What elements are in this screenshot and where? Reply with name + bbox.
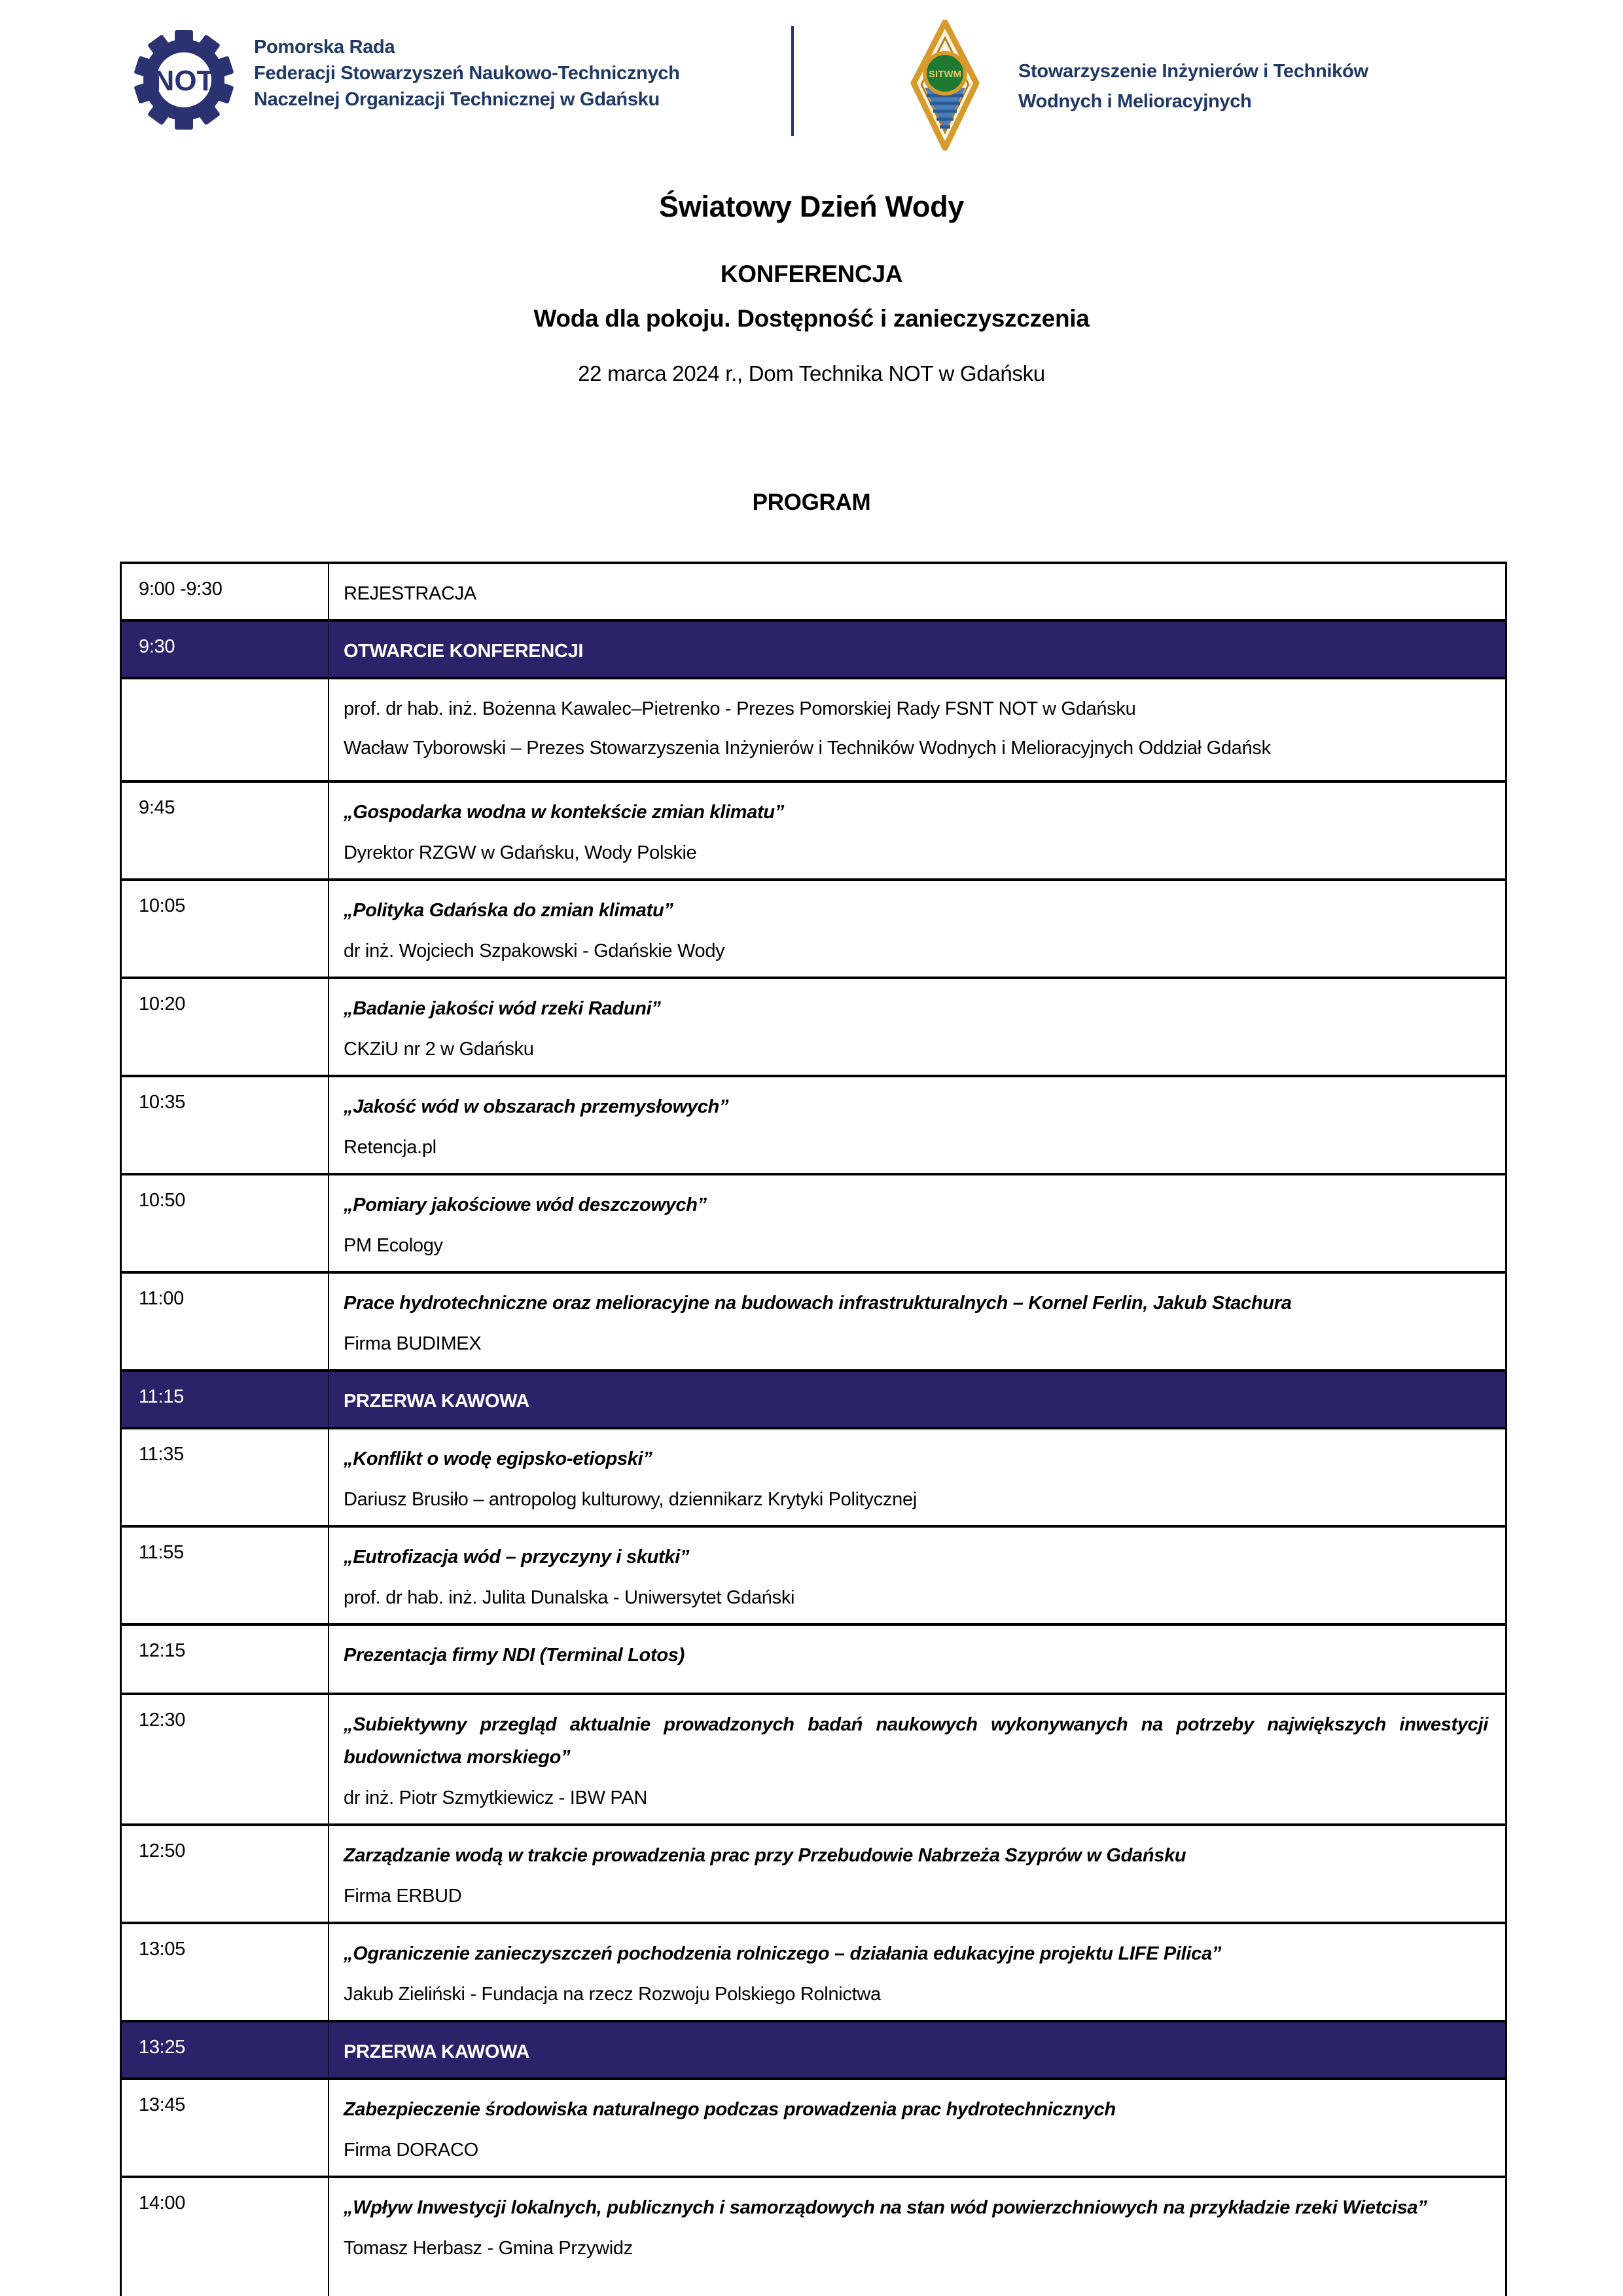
gear-icon [134,30,234,130]
session-title: „Gospodarka wodna w kontekście zmian klimatu” [344,802,785,823]
time-cell: 9:45 [122,783,329,878]
table-row [122,1695,1505,1826]
table-row [122,1429,1505,1528]
sitwm-badge-icon [908,20,982,151]
sitwm-logo-text: SITWM [929,69,961,80]
table-row-band [122,1372,1505,1429]
session-speaker: Retencja.pl [344,1137,437,1158]
time-cell: 10:20 [122,979,329,1075]
session-title: Zarządzanie wodą w trakcie prowadzenia prac przy Przebudowie Nabrzeża Szyprów w Gdańsku [344,1845,1186,1866]
session-title: „Badanie jakości wód rzeki Raduni” [344,998,661,1019]
table-row [122,1274,1505,1372]
time-cell: 11:00 [122,1274,329,1369]
session-title: „Pomiary jakościowe wód deszczowych” [344,1194,707,1215]
time-cell: 11:35 [122,1429,329,1525]
sitwm-logo [908,20,982,154]
event-title: Światowy Dzień Wody [658,190,965,223]
table-row [122,2080,1505,2178]
session-title: „Eutrofizacja wód – przyczyny i skutki” [344,1547,690,1568]
table-row [122,1826,1505,1924]
left-organization-block [254,34,680,113]
left-org-line-2: Federacji Stowarzyszeń Naukowo-Technicznych [254,63,680,84]
session-title: Prace hydrotechniczne oraz melioracyjne na budowach infrastrukturalnych – Kornel Ferlin, Jakub Stachura [344,1293,1292,1314]
program-table [120,562,1507,2296]
date-venue: 22 marca 2024 r., Dom Technika NOT w Gdańsku [578,361,1045,386]
session-title: OTWARCIE KONFERENCJI [344,641,584,662]
session-speaker: Dyrektor RZGW w Gdańsku, Wody Polskie [344,842,697,863]
time-cell: 10:50 [122,1175,329,1271]
session-title: PRZERWA KAWOWA [344,1391,530,1412]
table-row [122,979,1505,1077]
table-row [122,2178,1505,2296]
table-row [122,679,1505,783]
time-cell: 13:05 [122,1924,329,2020]
session-speaker: Firma BUDIMEX [344,1333,482,1354]
table-row-band [122,2022,1505,2080]
session-speaker: prof. dr hab. inż. Julita Dunalska - Uniwersytet Gdański [344,1587,795,1608]
not-logo-text: NOT [153,65,215,97]
session-title: „Polityka Gdańska do zmian klimatu” [344,900,673,921]
session-speaker: Tomasz Herbasz - Gmina Przywidz [344,2238,633,2259]
session-speaker: Firma ERBUD [344,1886,462,1907]
time-cell: 9:30 [122,622,329,677]
session-title: „Ograniczenie zanieczyszczeń pochodzenia rolniczego – działania edukacyjne projektu LIFE Pilica” [344,1943,1222,1964]
session-speaker: Jakub Zieliński - Fundacja na rzecz Rozwoju Polskiego Rolnictwa [344,1984,881,2005]
time-cell: 9:00 -9:30 [122,564,329,619]
time-cell: 12:50 [122,1826,329,1922]
table-row [122,1528,1505,1626]
session-title: „Konflikt o wodę egipsko-etiopski” [344,1448,652,1469]
time-cell: 14:00 [122,2178,329,2296]
table-row-band [122,622,1505,679]
time-cell: 11:55 [122,1528,329,1623]
table-row [122,564,1505,622]
session-title: „Jakość wód w obszarach przemysłowych” [344,1096,729,1117]
right-organization-block [1018,56,1368,117]
time-cell: 13:45 [122,2080,329,2176]
session-title: „Subiektywny przegląd aktualnie prowadzonych badań naukowych wykonywanych na potrzeby największych inwestycji budownictwa morskiego” [344,1714,1488,1768]
table-row [122,783,1505,881]
table-row [122,1626,1505,1695]
session-speaker: Dariusz Brusiło – antropolog kulturowy, dziennikarz Krytyki Politycznej [344,1489,917,1510]
time-cell: 11:15 [122,1372,329,1427]
session-speaker: dr inż. Wojciech Szpakowski - Gdańskie Wody [344,941,725,961]
time-cell: 10:05 [122,881,329,977]
right-org-line-1: Stowarzyszenie Inżynierów i Techników [1018,61,1368,82]
header-divider [791,26,794,136]
table-row [122,1924,1505,2022]
table-row [122,1175,1505,1274]
session-speaker: Firma DORACO [344,2140,478,2161]
time-cell [122,679,329,780]
session-speaker: CKZiU nr 2 w Gdańsku [344,1039,534,1060]
session-title: REJESTRACJA [344,583,476,604]
session-speaker: dr inż. Piotr Szmytkiewicz - IBW PAN [344,1787,648,1808]
speaker-line: Wacław Tyborowski – Prezes Stowarzyszenia Inżynierów i Techników Wodnych i Melioracyjnych Oddział Gdańsk [344,738,1271,759]
time-cell: 12:30 [122,1695,329,1823]
session-title: PRZERWA KAWOWA [344,2041,530,2062]
time-cell: 12:15 [122,1626,329,1693]
left-org-line-1: Pomorska Rada [254,37,395,58]
session-speaker: PM Ecology [344,1235,443,1256]
time-cell: 10:35 [122,1077,329,1173]
speaker-line: prof. dr hab. inż. Bożenna Kawalec–Pietrenko - Prezes Pomorskiej Rady FSNT NOT w Gdańsku [344,698,1136,719]
time-cell: 13:25 [122,2022,329,2077]
left-org-line-3: Naczelnej Organizacji Technicznej w Gdańsku [254,89,660,110]
session-title: Zabezpieczenie środowiska naturalnego podczas prowadzenia prac hydrotechnicznych [344,2099,1116,2120]
table-row [122,1077,1505,1175]
table-row [122,881,1505,979]
session-title: „Wpływ Inwestycji lokalnych, publicznych i samorządowych na stan wód powierzchniowych na przykładzie rzeki Wietcisa” [344,2197,1427,2218]
not-gear-logo [134,30,234,133]
conference-label: KONFERENCJA [720,260,903,287]
conference-theme: Woda dla pokoju. Dostępność i zanieczyszczenia [533,305,1090,332]
right-org-line-2: Wodnych i Melioracyjnych [1018,91,1252,112]
program-section-heading: PROGRAM [752,490,871,515]
session-title: Prezentacja firmy NDI (Terminal Lotos) [344,1645,685,1666]
